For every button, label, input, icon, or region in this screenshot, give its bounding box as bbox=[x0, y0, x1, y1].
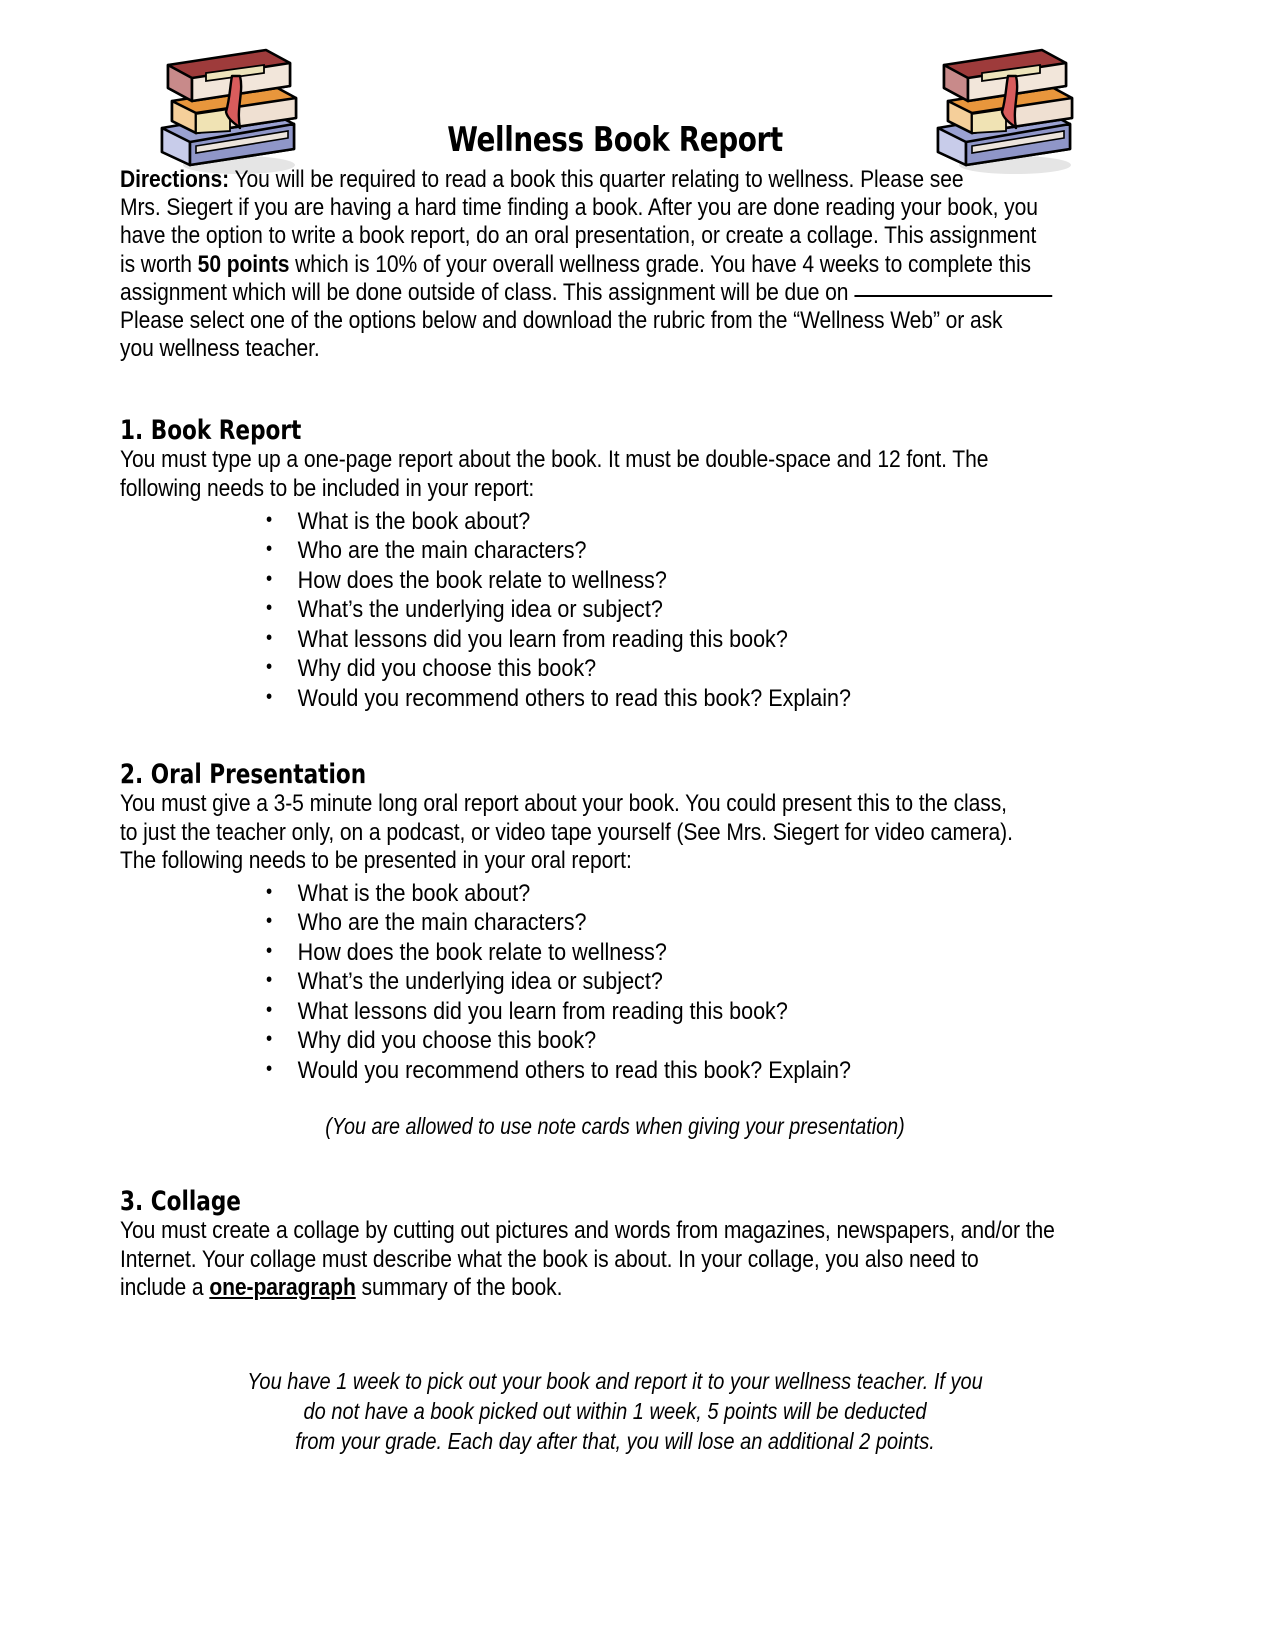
directions-line-1 bbox=[120, 166, 1108, 194]
list-item: • Would you recommend others to read this book? Explain? bbox=[266, 684, 1137, 714]
list-item: • What’s the underlying idea or subject? bbox=[266, 595, 1137, 625]
section-2-note-wrapper bbox=[120, 1113, 1110, 1140]
section-heading-book-report: 1. Book Report bbox=[120, 415, 302, 447]
section-3-intro bbox=[120, 1217, 1108, 1302]
page-title: Wellness Book Report bbox=[447, 120, 783, 160]
directions-line-7: you wellness teacher. bbox=[120, 335, 320, 363]
directions-line-6: Please select one of the options below and download the rubric from the “Wellness Web” or ask bbox=[120, 307, 1003, 335]
directions-line-5 bbox=[120, 279, 1108, 307]
list-item: • Who are the main characters? bbox=[266, 536, 1137, 566]
directions-line-3: have the option to write a book report, do an oral presentation, or create a collage. This assignment bbox=[120, 222, 1037, 250]
section-1-bullet-list bbox=[120, 507, 1110, 714]
list-item: • Why did you choose this book? bbox=[266, 654, 1137, 684]
section-3-line-3-post: summary of the book. bbox=[355, 1273, 563, 1301]
one-paragraph-emphasis: one-paragraph bbox=[209, 1273, 356, 1301]
section-2-intro bbox=[120, 790, 1108, 875]
section-1-intro-line-2: following needs to be included in your report: bbox=[120, 474, 535, 502]
section-3-line-3-pre: include a bbox=[120, 1273, 210, 1301]
section-2-intro-line-3: The following needs to be presented in your oral report: bbox=[120, 846, 632, 874]
footer-note-line-2: do not have a book picked out within 1 week, 5 points will be deducted bbox=[303, 1398, 927, 1425]
due-date-text: assignment which will be done outside of class. This assignment will be due on bbox=[120, 278, 855, 306]
section-2-bullet-list bbox=[120, 879, 1110, 1086]
spacer-before-section-3 bbox=[120, 1140, 1110, 1186]
section-1-intro bbox=[120, 446, 1108, 502]
section-heading-oral-presentation: 2. Oral Presentation bbox=[120, 759, 367, 791]
list-item: • What lessons did you learn from reading this book? bbox=[266, 997, 1137, 1027]
section-3-intro-line-1: You must create a collage by cutting out pictures and words from magazines, newspapers, and/or the bbox=[120, 1217, 1055, 1245]
footer-note-line-1: You have 1 week to pick out your book and report it to your wellness teacher. If you bbox=[247, 1368, 983, 1395]
section-2-intro-line-1: You must give a 3-5 minute long oral report about your book. You could present this to the class, bbox=[120, 790, 1007, 818]
points-value: 50 points bbox=[197, 250, 290, 278]
list-item: • How does the book relate to wellness? bbox=[266, 566, 1137, 596]
section-heading-collage: 3. Collage bbox=[120, 1186, 241, 1218]
directions-line-1-text: You will be required to read a book this quarter relating to wellness. Please see bbox=[234, 166, 964, 193]
list-item: • What’s the underlying idea or subject? bbox=[266, 967, 1137, 997]
section-3-intro-line-3 bbox=[120, 1274, 1108, 1302]
directions-line-4 bbox=[120, 251, 1108, 279]
due-date-blank-field[interactable] bbox=[854, 295, 1052, 297]
document-content bbox=[120, 0, 1110, 1456]
note-cards-note: (You are allowed to use note cards when giving your presentation) bbox=[325, 1113, 905, 1140]
list-item: • What is the book about? bbox=[266, 879, 1137, 909]
list-item: • Who are the main characters? bbox=[266, 908, 1137, 938]
list-item: • What lessons did you learn from reading this book? bbox=[266, 625, 1137, 655]
directions-line-4-post: which is 10% of your overall wellness grade. You have 4 weeks to complete this bbox=[289, 250, 1032, 278]
directions-block bbox=[120, 166, 1108, 363]
spacer-before-section-1 bbox=[120, 363, 1110, 415]
list-item: • What is the book about? bbox=[266, 507, 1137, 537]
footer-deadline-note bbox=[120, 1366, 1110, 1456]
document-header bbox=[120, 0, 1110, 160]
spacer-before-section-2 bbox=[120, 713, 1110, 759]
directions-line-2: Mrs. Siegert if you are having a hard time finding a book. After you are done reading your book, you bbox=[120, 194, 1038, 222]
list-item: • How does the book relate to wellness? bbox=[266, 938, 1137, 968]
footer-note-line-3: from your grade. Each day after that, you will lose an additional 2 points. bbox=[295, 1428, 935, 1455]
section-3-intro-line-2: Internet. Your collage must describe what the book is about. In your collage, you also need to bbox=[120, 1245, 979, 1273]
section-1-intro-line-1: You must type up a one-page report about the book. It must be double-space and 12 font. The bbox=[120, 446, 989, 474]
section-2-intro-line-2: to just the teacher only, on a podcast, or video tape yourself (See Mrs. Siegert for video camera). bbox=[120, 818, 1013, 846]
directions-line-4-pre: is worth bbox=[120, 250, 198, 278]
directions-label: Directions: bbox=[120, 166, 230, 193]
list-item: • Would you recommend others to read this book? Explain? bbox=[266, 1056, 1137, 1086]
list-item: • Why did you choose this book? bbox=[266, 1026, 1137, 1056]
